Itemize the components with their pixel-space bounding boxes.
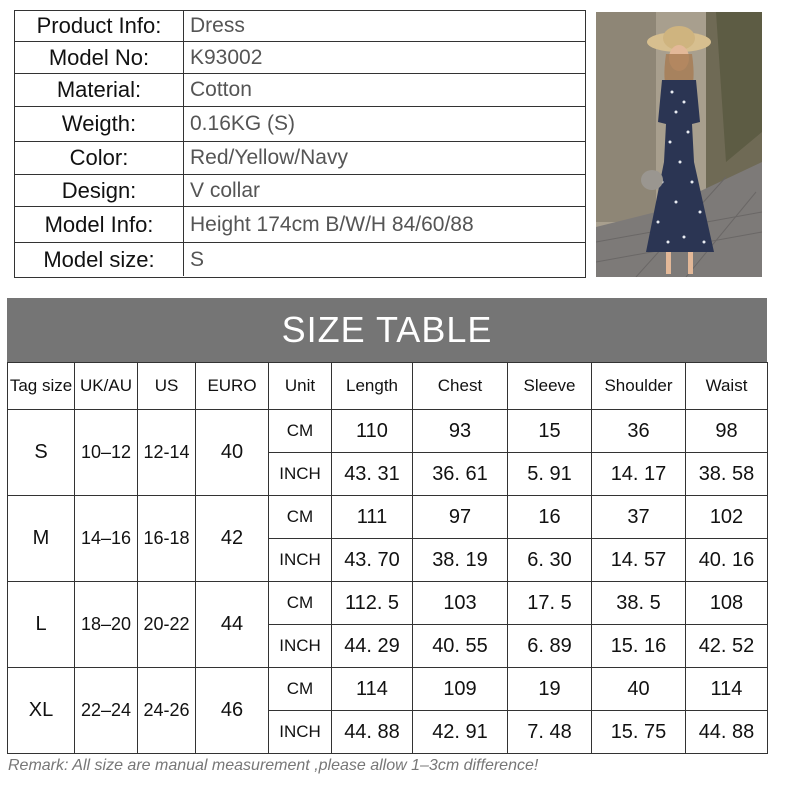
shoulder-cell: 40 — [592, 668, 686, 711]
size-table — [7, 362, 768, 754]
sleeve-cell: 5. 91 — [508, 453, 592, 496]
waist-cell: 42. 52 — [686, 625, 768, 668]
product-info-table — [14, 10, 586, 278]
waist-cell: 102 — [686, 496, 768, 539]
sleeve-cell: 17. 5 — [508, 582, 592, 625]
euro-cell: 40 — [196, 410, 269, 496]
info-value-weight: 0.16KG (S) — [184, 107, 585, 142]
us-cell: 12-14 — [138, 410, 196, 496]
length-cell: 43. 31 — [332, 453, 413, 496]
waist-cell: 108 — [686, 582, 768, 625]
chest-cell: 93 — [413, 410, 508, 453]
info-label-product: Product Info: — [15, 11, 184, 42]
table-row — [8, 496, 768, 539]
model-photo-illustration — [596, 12, 762, 277]
euro-cell: 46 — [196, 668, 269, 754]
header-us: US — [138, 363, 196, 410]
header-length: Length — [332, 363, 413, 410]
length-cell: 114 — [332, 668, 413, 711]
tag-size-cell: S — [8, 410, 75, 496]
length-cell: 110 — [332, 410, 413, 453]
info-label-model-size: Model size: — [15, 243, 184, 276]
size-table-title: SIZE TABLE — [7, 298, 767, 362]
chest-cell: 103 — [413, 582, 508, 625]
tag-size-cell: L — [8, 582, 75, 668]
us-cell: 16-18 — [138, 496, 196, 582]
model-photo — [596, 12, 762, 277]
euro-cell: 44 — [196, 582, 269, 668]
info-label-model-no: Model No: — [15, 42, 184, 74]
info-value-material: Cotton — [184, 74, 585, 107]
tag-size-cell: M — [8, 496, 75, 582]
header-uk-au: UK/AU — [75, 363, 138, 410]
sleeve-cell: 15 — [508, 410, 592, 453]
info-value-model-info: Height 174cm B/W/H 84/60/88 — [184, 207, 585, 243]
tag-size-cell: XL — [8, 668, 75, 754]
chest-cell: 109 — [413, 668, 508, 711]
euro-cell: 42 — [196, 496, 269, 582]
waist-cell: 38. 58 — [686, 453, 768, 496]
shoulder-cell: 14. 57 — [592, 539, 686, 582]
sleeve-cell: 16 — [508, 496, 592, 539]
header-waist: Waist — [686, 363, 768, 410]
info-label-design: Design: — [15, 175, 184, 207]
info-value-design: V collar — [184, 175, 585, 207]
sleeve-cell: 6. 30 — [508, 539, 592, 582]
unit-cell: CM — [269, 668, 332, 711]
info-value-color: Red/Yellow/Navy — [184, 142, 585, 175]
size-table-header-row — [8, 363, 768, 410]
uk-au-cell: 10–12 — [75, 410, 138, 496]
shoulder-cell: 36 — [592, 410, 686, 453]
waist-cell: 44. 88 — [686, 711, 768, 754]
info-value-product: Dress — [184, 11, 585, 42]
header-chest: Chest — [413, 363, 508, 410]
header-tag-size: Tag size — [8, 363, 75, 410]
chest-cell: 97 — [413, 496, 508, 539]
unit-cell: INCH — [269, 539, 332, 582]
remark-text: Remark: All size are manual measurement ,please allow 1–3cm difference! — [8, 757, 539, 774]
header-unit: Unit — [269, 363, 332, 410]
length-cell: 44. 29 — [332, 625, 413, 668]
chest-cell: 42. 91 — [413, 711, 508, 754]
waist-cell: 40. 16 — [686, 539, 768, 582]
info-label-model-info: Model Info: — [15, 207, 184, 243]
header-euro: EURO — [196, 363, 269, 410]
uk-au-cell: 18–20 — [75, 582, 138, 668]
chest-cell: 38. 19 — [413, 539, 508, 582]
unit-cell: CM — [269, 496, 332, 539]
shoulder-cell: 37 — [592, 496, 686, 539]
info-label-weight: Weigth: — [15, 107, 184, 142]
chest-cell: 40. 55 — [413, 625, 508, 668]
length-cell: 43. 70 — [332, 539, 413, 582]
table-row — [8, 668, 768, 711]
info-label-material: Material: — [15, 74, 184, 107]
header-sleeve: Sleeve — [508, 363, 592, 410]
unit-cell: CM — [269, 582, 332, 625]
waist-cell: 98 — [686, 410, 768, 453]
unit-cell: INCH — [269, 453, 332, 496]
shoulder-cell: 14. 17 — [592, 453, 686, 496]
info-label-color: Color: — [15, 142, 184, 175]
length-cell: 112. 5 — [332, 582, 413, 625]
length-cell: 111 — [332, 496, 413, 539]
table-row — [8, 582, 768, 625]
header-shoulder: Shoulder — [592, 363, 686, 410]
chest-cell: 36. 61 — [413, 453, 508, 496]
us-cell: 20-22 — [138, 582, 196, 668]
length-cell: 44. 88 — [332, 711, 413, 754]
shoulder-cell: 15. 75 — [592, 711, 686, 754]
table-row — [8, 410, 768, 453]
info-value-model-no: K93002 — [184, 42, 585, 74]
shoulder-cell: 38. 5 — [592, 582, 686, 625]
shoulder-cell: 15. 16 — [592, 625, 686, 668]
unit-cell: INCH — [269, 625, 332, 668]
sleeve-cell: 7. 48 — [508, 711, 592, 754]
sleeve-cell: 19 — [508, 668, 592, 711]
sleeve-cell: 6. 89 — [508, 625, 592, 668]
unit-cell: INCH — [269, 711, 332, 754]
uk-au-cell: 14–16 — [75, 496, 138, 582]
info-value-model-size: S — [190, 247, 205, 271]
us-cell: 24-26 — [138, 668, 196, 754]
waist-cell: 114 — [686, 668, 768, 711]
unit-cell: CM — [269, 410, 332, 453]
uk-au-cell: 22–24 — [75, 668, 138, 754]
